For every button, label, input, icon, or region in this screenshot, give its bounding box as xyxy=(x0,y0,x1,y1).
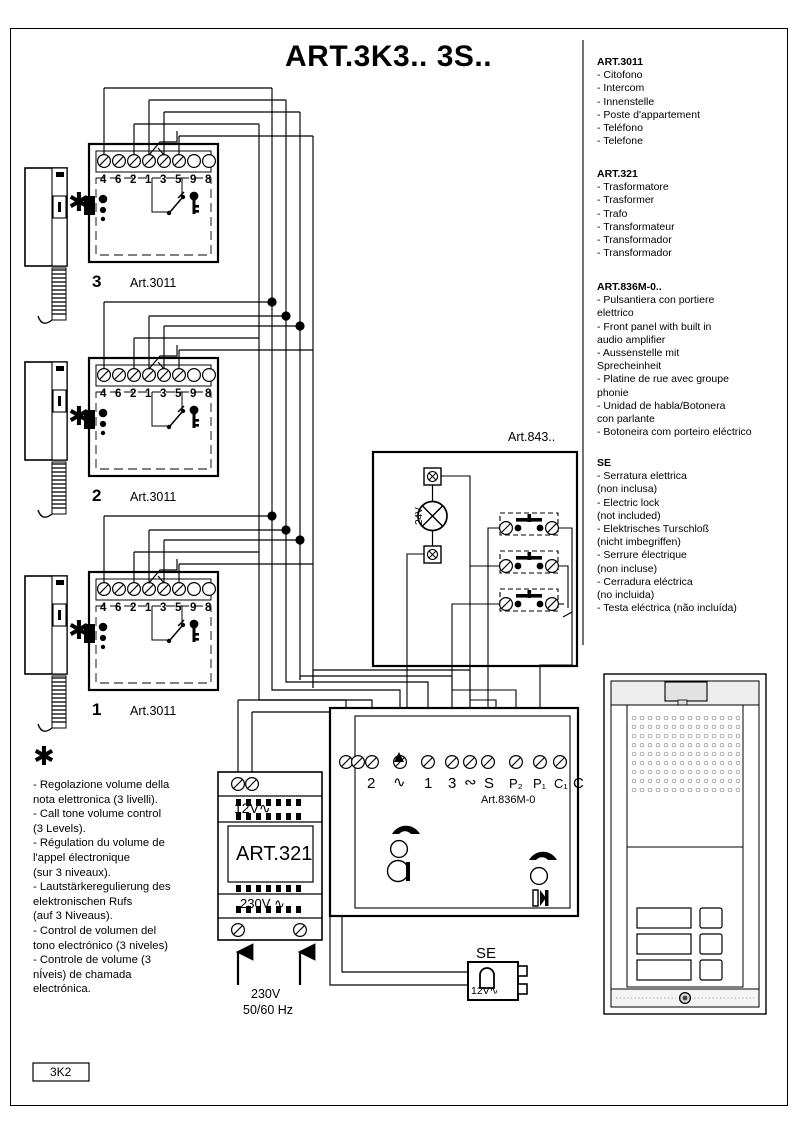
terminal-label: ∿ xyxy=(393,774,406,791)
handset-1 xyxy=(25,576,67,731)
terminal-label: P₁ xyxy=(533,776,547,791)
footnote-line: - Call tone volume control xyxy=(33,808,162,821)
terminal-label: 1 xyxy=(145,602,152,614)
volume-star-marker: ✱ xyxy=(68,188,90,218)
terminal-label: 5 xyxy=(175,174,182,186)
handset-2 xyxy=(25,362,67,517)
legend-item: phonie xyxy=(597,386,629,399)
lock-label: SE xyxy=(476,945,497,962)
legend-group-art321 xyxy=(597,168,800,260)
legend-item: - Transformateur xyxy=(597,220,675,233)
legend-group-art3011 xyxy=(597,56,800,148)
legend-item: - Trasformatore xyxy=(597,181,669,194)
module-836-label: Art.836M-0 xyxy=(481,794,536,806)
terminal-label: 6 xyxy=(115,602,122,614)
legend-item: - Cerradura eléctrica xyxy=(597,575,693,588)
mains-frequency-label: 50/60 Hz xyxy=(243,1003,294,1017)
terminal-label: 2 xyxy=(130,602,137,614)
terminal-label: 2 xyxy=(367,775,376,792)
terminal-label: 3 xyxy=(160,602,167,614)
volume-star-marker: ✱ xyxy=(68,402,90,432)
legend-item: - Testa eléctrica (não incluída) xyxy=(597,602,737,615)
unit-number: 2 xyxy=(92,486,102,505)
intercom-unit-3 xyxy=(25,144,218,323)
unit-model: Art.3011 xyxy=(130,490,177,504)
volume-star-marker: ✱ xyxy=(68,616,90,646)
module-843-label: Art.843.. xyxy=(508,430,556,444)
sheet-code: 3K2 xyxy=(50,1065,72,1079)
footnote-line: - Controle de volume (3 xyxy=(33,954,152,967)
footnote-line: (sur 3 niveaux). xyxy=(33,866,111,879)
footnote-block xyxy=(33,778,223,997)
intercom-unit-1 xyxy=(25,572,218,731)
unit-number: 3 xyxy=(92,272,102,291)
legend-item: - Teléfono xyxy=(597,122,643,135)
footnote-line: - Régulation du volume de xyxy=(33,837,165,850)
legend-item: (non inclusa) xyxy=(597,483,658,496)
terminal-label: P₂ xyxy=(509,776,523,791)
footnote-line: electrónica. xyxy=(33,983,91,996)
legend-item: - Transformador xyxy=(597,247,672,260)
legend-item: - Trafo xyxy=(597,207,628,220)
terminal-label: 6 xyxy=(115,388,122,400)
legend-group-se xyxy=(597,457,800,615)
footnote-line: elektronischen Rufs xyxy=(33,895,133,908)
footnote-marker: ✱ xyxy=(33,742,55,772)
footnote-line: tono electrónico (3 niveles) xyxy=(33,939,169,952)
legend-item: (non incluse) xyxy=(597,562,658,575)
footnote-line: (3 Levels). xyxy=(33,822,86,835)
legend-item: audio amplifier xyxy=(597,333,666,346)
terminal-label: 4 xyxy=(100,174,107,186)
terminal-label: 9 xyxy=(190,602,197,614)
terminal-label: 3 xyxy=(448,775,457,792)
legend-item: con parlante xyxy=(597,413,655,426)
legend-heading: SE xyxy=(597,457,612,469)
entrance-panel-photo xyxy=(604,674,766,1014)
terminal-label: 2 xyxy=(130,388,137,400)
footnote-line: - Lautstärkeregulierung des xyxy=(33,881,171,894)
module-art836m0 xyxy=(330,708,578,916)
intercom-unit-2 xyxy=(25,358,218,517)
terminal-label: 1 xyxy=(424,775,433,792)
legend-heading: ART.3011 xyxy=(597,56,644,68)
legend-item: - Telefone xyxy=(597,135,643,148)
terminal-label: 3 xyxy=(160,174,167,186)
legend-item: - Trasformer xyxy=(597,194,655,207)
legend-item: - Serrure électrique xyxy=(597,549,687,562)
footnote-line: nota elettronica (3 livelli). xyxy=(33,793,158,806)
lamp-voltage-label: 24V xyxy=(414,507,425,525)
terminal-label: 2 xyxy=(130,174,137,186)
legend-heading: ART.321 xyxy=(597,168,638,180)
unit-model: Art.3011 xyxy=(130,276,177,290)
legend-item: (no incluida) xyxy=(597,589,655,602)
terminal-label: S xyxy=(484,775,495,792)
legend-item: - Front panel with built in xyxy=(597,320,712,333)
nameplate-row-2[interactable] xyxy=(637,934,722,954)
legend-item: - Unidad de habla/Botonera xyxy=(597,399,726,412)
nameplate-row-1[interactable] xyxy=(637,908,722,928)
legend-item: - Poste d'appartement xyxy=(597,108,700,121)
terminal-label: ∾ xyxy=(464,774,477,791)
terminal-label: 8 xyxy=(205,174,212,186)
legend-item: (nicht imbegriffen) xyxy=(597,536,681,549)
legend-item: elettrico xyxy=(597,307,634,320)
legend-item: - Elektrisches Turschloß xyxy=(597,523,710,536)
footnote-line: - Control de volumen del xyxy=(33,924,157,937)
legend-item: - Botoneira com porteiro eléctrico xyxy=(597,426,752,439)
legend-item: - Transformador xyxy=(597,234,672,247)
terminal-label: 5 xyxy=(175,602,182,614)
mains-voltage-label: 230V xyxy=(251,987,281,1001)
legend-item: - Serratura elettrica xyxy=(597,470,687,483)
terminal-label: 1 xyxy=(145,174,152,186)
legend-item: - Pulsantiera con portiere xyxy=(597,294,715,307)
legend-group-art836m0 xyxy=(597,281,800,439)
unit-number: 1 xyxy=(92,700,102,719)
footnote-line: - Regolazione volume della xyxy=(33,779,170,791)
footnote-line: nÍveis) de chamada xyxy=(33,968,132,981)
legend-item: Sprecheinheit xyxy=(597,360,662,373)
page-title: ART.3K3.. 3S.. xyxy=(285,40,493,73)
terminal-label: 4 xyxy=(100,388,107,400)
terminal-label: 3 xyxy=(160,388,167,400)
terminal-label: 9 xyxy=(190,388,197,400)
footnote-line: (auf 3 Niveaus). xyxy=(33,910,113,923)
terminal-label: 4 xyxy=(100,602,107,614)
lock-voltage-label: 12V∿ xyxy=(471,985,499,997)
legend-item: - Aussenstelle mit xyxy=(597,347,680,360)
legend-item: - Platine de rue avec groupe xyxy=(597,373,729,386)
legend-item: - Citofono xyxy=(597,69,643,82)
terminal-label: C xyxy=(573,775,584,792)
legend-item: - Intercom xyxy=(597,82,645,95)
nameplate-row-3[interactable] xyxy=(637,960,722,980)
footnote-line: l'appel électronique xyxy=(33,851,130,864)
legend-item: - Electric lock xyxy=(597,496,660,509)
unit-model: Art.3011 xyxy=(130,704,177,718)
handset-3 xyxy=(25,168,67,323)
terminal-label: 5 xyxy=(175,388,182,400)
terminal-label: 8 xyxy=(205,602,212,614)
transformer-model-label: ART.321 xyxy=(236,843,313,865)
terminal-label: 8 xyxy=(205,388,212,400)
terminal-label: 9 xyxy=(190,174,197,186)
terminal-label: 6 xyxy=(115,174,122,186)
terminal-label: 1 xyxy=(145,388,152,400)
transformer-primary-label: 230V ∿ xyxy=(240,896,285,911)
transformer-secondary-label: 12V∿ xyxy=(234,800,271,816)
legend-item: (not included) xyxy=(597,509,661,522)
legend-item: - Innenstelle xyxy=(597,95,655,108)
terminal-label: C₁ xyxy=(554,776,568,791)
legend-heading: ART.836M-0.. xyxy=(597,281,662,293)
